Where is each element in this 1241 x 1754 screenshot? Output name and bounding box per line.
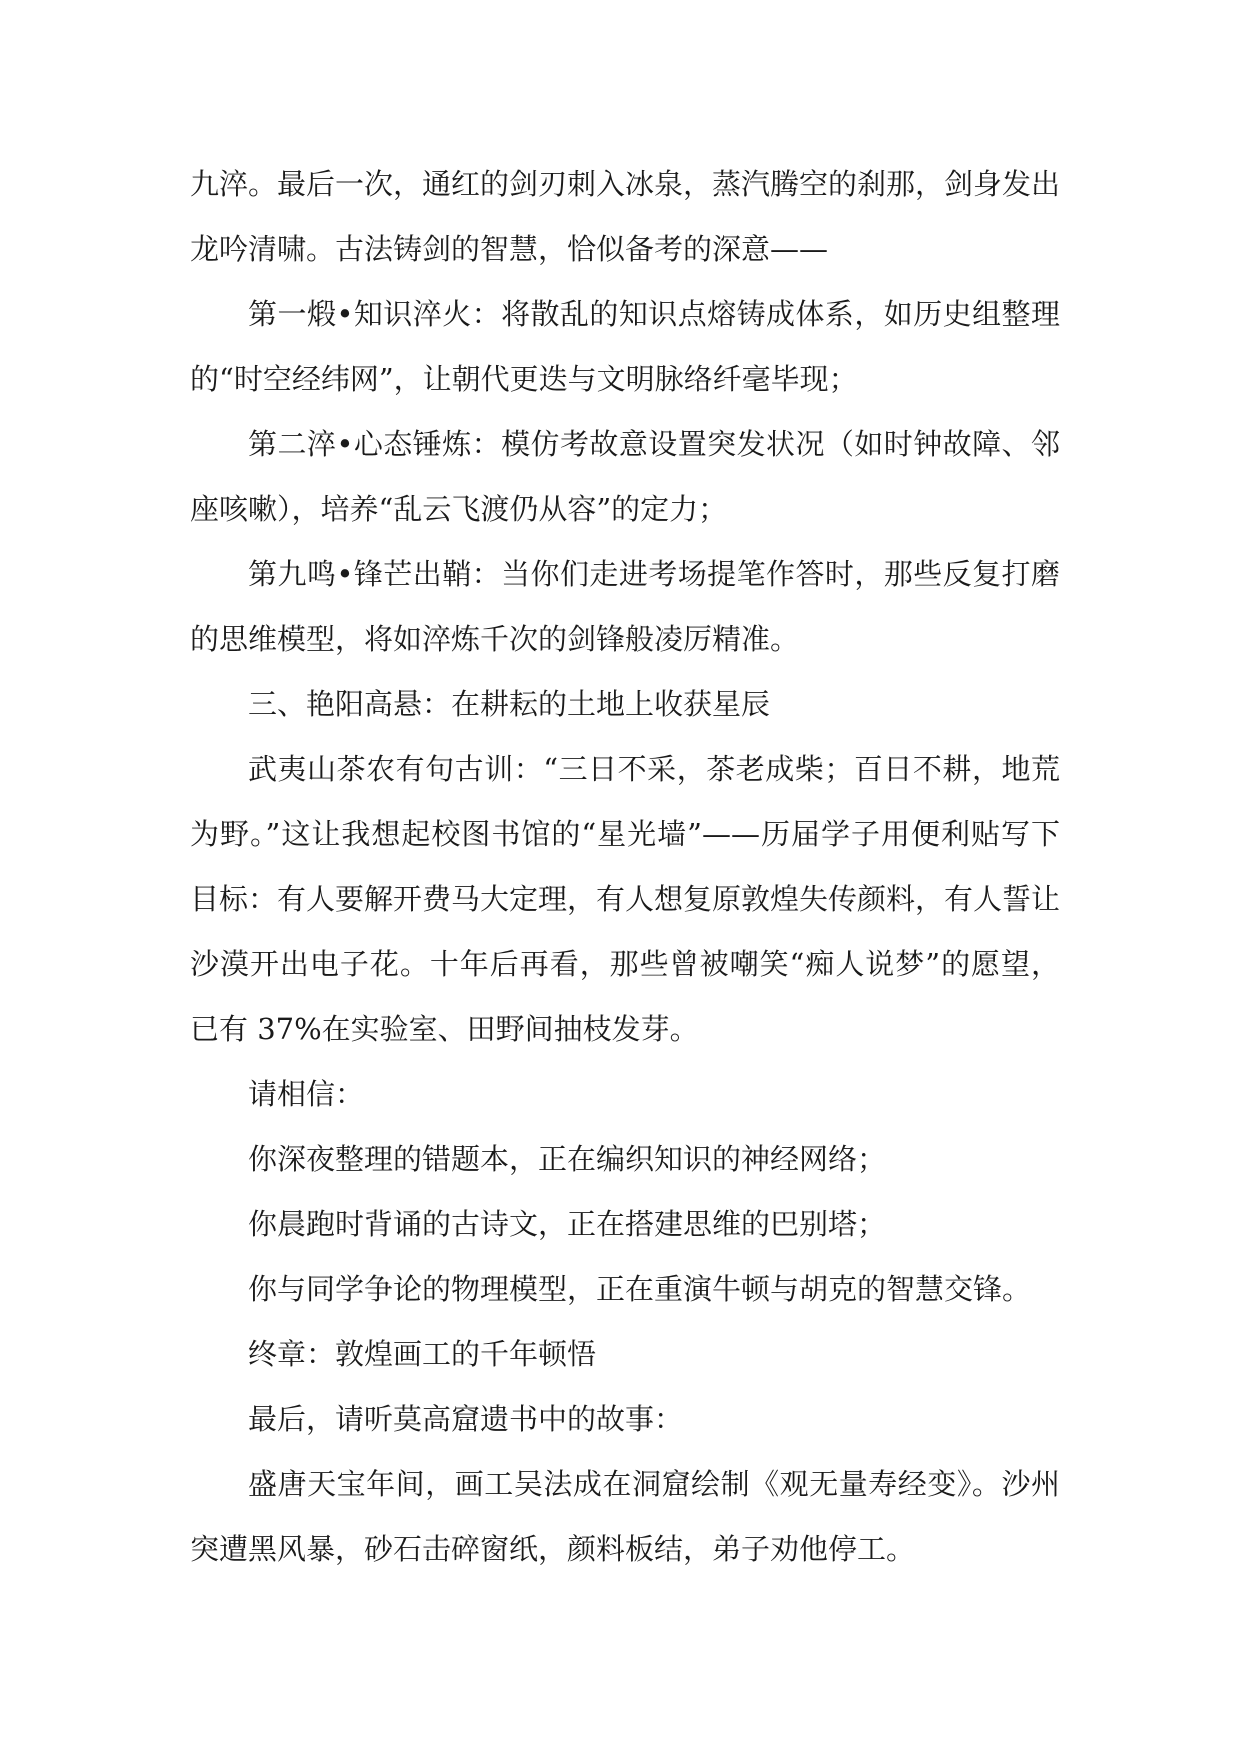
paragraph-please-believe: 请相信：: [248, 1077, 365, 1111]
paragraph-error-notebook: 你深夜整理的错题本，正在编织知识的神经网络；: [248, 1142, 887, 1176]
section-heading-final: 终章：敦煌画工的千年顿悟: [248, 1337, 597, 1371]
section-heading-three: 三、艳阳高悬：在耕耘的土地上收获星辰: [248, 687, 771, 721]
paragraph-morning-run: 你晨跑时背诵的古诗文，正在搭建思维的巴别塔；: [248, 1207, 887, 1241]
paragraph-continued: 九淬。最后一次，通红的剑刃刺入冰泉，蒸汽腾空的刹那，剑身发出龙吟清啸。古法铸剑的智慧，恰似备考的深意——: [190, 167, 1061, 266]
paragraph-first-forging: 第一煅•知识淬火：将散乱的知识点熔铸成体系，如历史组整理的“时空经纬网”，让朝代更迭与文明脉络纤毫毕现；: [190, 297, 1060, 396]
paragraph-tea-farmer: 武夷山茶农有句古训：“三日不采，茶老成柴；百日不耕，地荒为野。”这让我想起校图书馆的“星光墙”——历届学子用便利贴写下目标：有人要解开费马大定理，有人想复原敦煌失传颜料，有人誓让沙漠开出电子花。十年后再看，那些曾被嘲笑“痴人说梦”的愿望，已有 37%在实验室、田野间抽枝发芽。: [190, 752, 1061, 1046]
document-body: [190, 152, 1060, 1582]
paragraph-mogao-story: 最后，请听莫高窟遗书中的故事：: [248, 1402, 684, 1436]
paragraph-ninth-ring: 第九鸣•锋芒出鞘：当你们走进考场提笔作答时，那些反复打磨的思维模型，将如淬炼千次的剑锋般凌厉精准。: [190, 557, 1060, 656]
paragraph-second-quenching: 第二淬•心态锤炼：模仿考故意设置突发状况（如时钟故障、邻座咳嗽），培养“乱云飞渡仍从容”的定力；: [190, 427, 1060, 526]
paragraph-physics-model: 你与同学争论的物理模型，正在重演牛顿与胡克的智慧交锋。: [248, 1272, 1032, 1306]
paragraph-tang-painter: 盛唐天宝年间，画工吴法成在洞窟绘制《观无量寿经变》。沙州突遭黑风暴，砂石击碎窗纸，颜料板结，弟子劝他停工。: [190, 1467, 1060, 1566]
